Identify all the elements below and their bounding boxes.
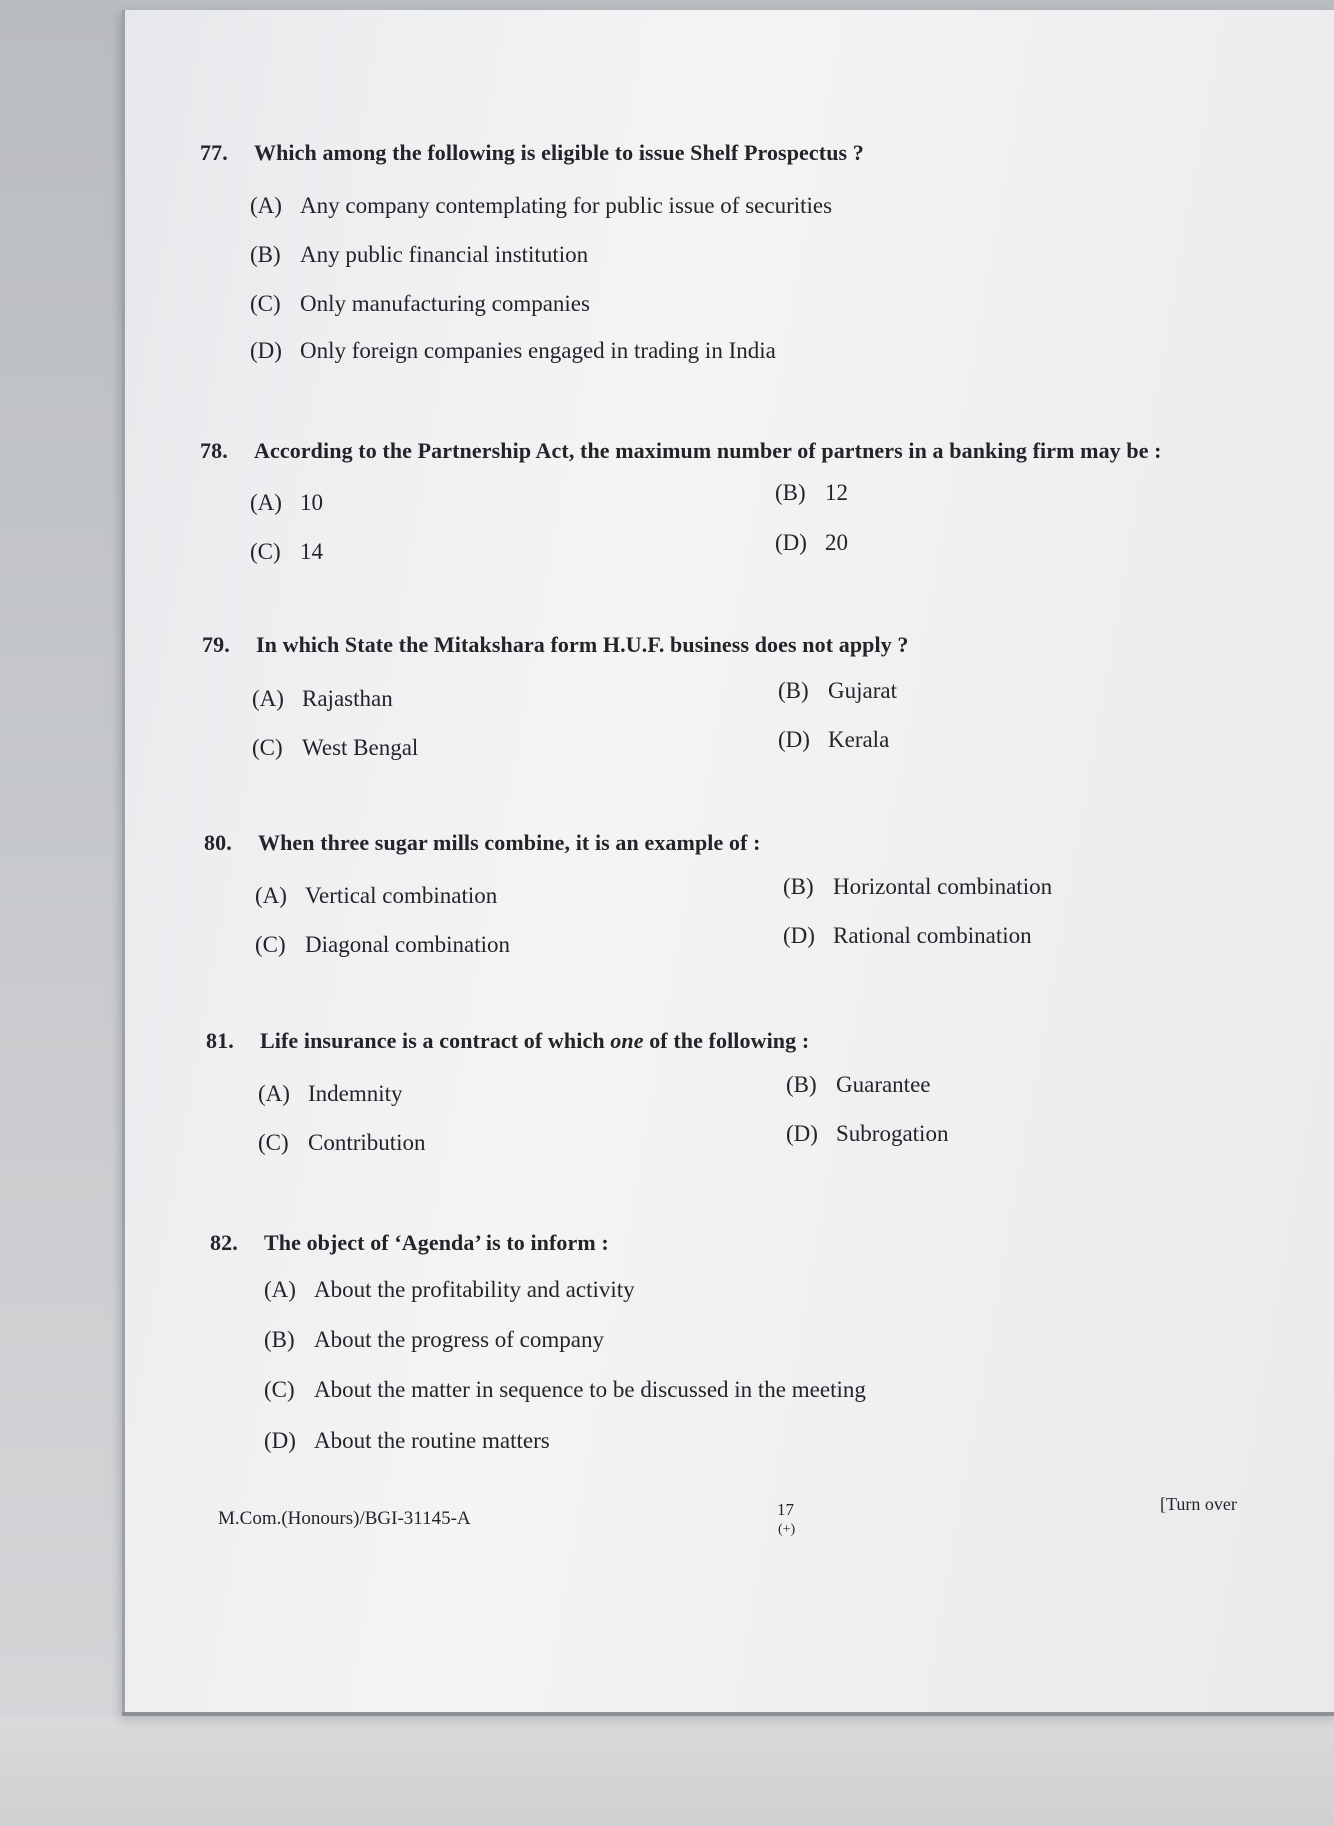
option-label: (B) [786, 1072, 817, 1097]
underlying-sheet [0, 1716, 1334, 1826]
question-number: 81. [206, 1028, 234, 1053]
paper-code: M.Com.(Honours)/BGI-31145-A [218, 1508, 471, 1529]
option-79-a [252, 686, 393, 712]
page-number: 17 [777, 1500, 794, 1519]
question-number: 78. [200, 438, 228, 463]
option-text: Only manufacturing companies [300, 291, 590, 316]
question-80 [204, 830, 761, 856]
option-label: (A) [258, 1081, 290, 1106]
emphasis-word: one [610, 1028, 644, 1053]
option-text: 12 [825, 480, 848, 505]
option-81-b [786, 1072, 931, 1098]
option-text: Gujarat [828, 678, 897, 703]
option-82-a [264, 1277, 635, 1303]
option-80-c [255, 932, 510, 958]
option-label: (A) [264, 1277, 296, 1302]
option-label: (D) [264, 1428, 296, 1453]
option-text: Kerala [828, 727, 890, 752]
option-label: (D) [778, 727, 810, 752]
question-79 [202, 632, 909, 658]
option-text: About the routine matters [314, 1428, 550, 1453]
option-text: Rational combination [833, 923, 1032, 948]
option-text: 14 [300, 539, 323, 564]
page-number-sub: (+) [778, 1522, 796, 1537]
question-number: 80. [204, 830, 232, 855]
option-text: 20 [825, 530, 848, 555]
option-79-d [778, 727, 889, 753]
question-78 [200, 438, 1162, 464]
question-number: 82. [210, 1230, 238, 1255]
option-78-d [775, 530, 848, 556]
option-label: (C) [250, 291, 281, 316]
page-edge [122, 1712, 1334, 1716]
option-label: (B) [778, 678, 809, 703]
question-text: Life insurance is a contract of which one of the following : [260, 1028, 810, 1053]
turn-over-note: [Turn over [1160, 1494, 1237, 1514]
option-80-b [783, 874, 1052, 900]
option-label: (A) [255, 883, 287, 908]
option-label: (B) [775, 480, 806, 505]
option-text: About the profitability and activity [314, 1277, 635, 1302]
option-text: Rajasthan [302, 686, 393, 711]
question-text: According to the Partnership Act, the maximum number of partners in a banking firm may be : [254, 438, 1162, 463]
question-text: When three sugar mills combine, it is an example of : [258, 830, 761, 855]
option-label: (D) [250, 338, 282, 363]
option-label: (D) [786, 1121, 818, 1146]
option-82-b [264, 1327, 604, 1353]
option-81-c [258, 1130, 426, 1156]
option-label: (B) [250, 242, 281, 267]
option-text: West Bengal [302, 735, 419, 760]
option-81-a [258, 1081, 403, 1107]
question-81 [206, 1028, 809, 1054]
option-77-d [250, 338, 776, 364]
option-label: (A) [252, 686, 284, 711]
option-label: (D) [783, 923, 815, 948]
option-label: (A) [250, 193, 282, 218]
option-text: Horizontal combination [833, 874, 1053, 899]
option-78-c [250, 539, 323, 565]
option-77-a [250, 193, 832, 219]
option-label: (C) [264, 1377, 295, 1402]
option-80-a [255, 883, 497, 909]
option-label: (C) [252, 735, 283, 760]
question-77 [200, 140, 864, 166]
option-text: 10 [300, 490, 323, 515]
question-text: In which State the Mitakshara form H.U.F. business does not apply ? [256, 632, 909, 657]
question-82 [210, 1230, 609, 1256]
question-text: Which among the following is eligible to issue Shelf Prospectus ? [254, 140, 864, 165]
question-number: 79. [202, 632, 230, 657]
option-77-b [250, 242, 588, 268]
option-78-a [250, 490, 323, 516]
option-label: (C) [255, 932, 286, 957]
option-text: About the matter in sequence to be discussed in the meeting [314, 1377, 866, 1402]
option-text: Guarantee [836, 1072, 931, 1097]
option-81-d [786, 1121, 948, 1147]
option-text: Contribution [308, 1130, 426, 1155]
option-77-c [250, 291, 590, 317]
question-number: 77. [200, 140, 228, 165]
option-text: Diagonal combination [305, 932, 511, 957]
option-label: (C) [258, 1130, 289, 1155]
option-80-d [783, 923, 1032, 949]
option-79-b [778, 678, 897, 704]
option-82-c [264, 1377, 866, 1403]
option-text: About the progress of company [314, 1327, 604, 1352]
option-text: Indemnity [308, 1081, 403, 1106]
option-text: Only foreign companies engaged in trading in India [300, 338, 776, 363]
option-79-c [252, 735, 418, 761]
option-text: Any company contemplating for public issue of securities [300, 193, 833, 218]
option-text: Any public financial institution [300, 242, 589, 267]
option-text: Subrogation [836, 1121, 949, 1146]
option-label: (D) [775, 530, 807, 555]
option-label: (B) [783, 874, 814, 899]
option-text: Vertical combination [305, 883, 498, 908]
option-78-b [775, 480, 848, 506]
option-label: (A) [250, 490, 282, 515]
option-label: (C) [250, 539, 281, 564]
option-82-d [264, 1428, 550, 1454]
question-text: The object of ‘Agenda’ is to inform : [264, 1230, 609, 1255]
option-label: (B) [264, 1327, 295, 1352]
